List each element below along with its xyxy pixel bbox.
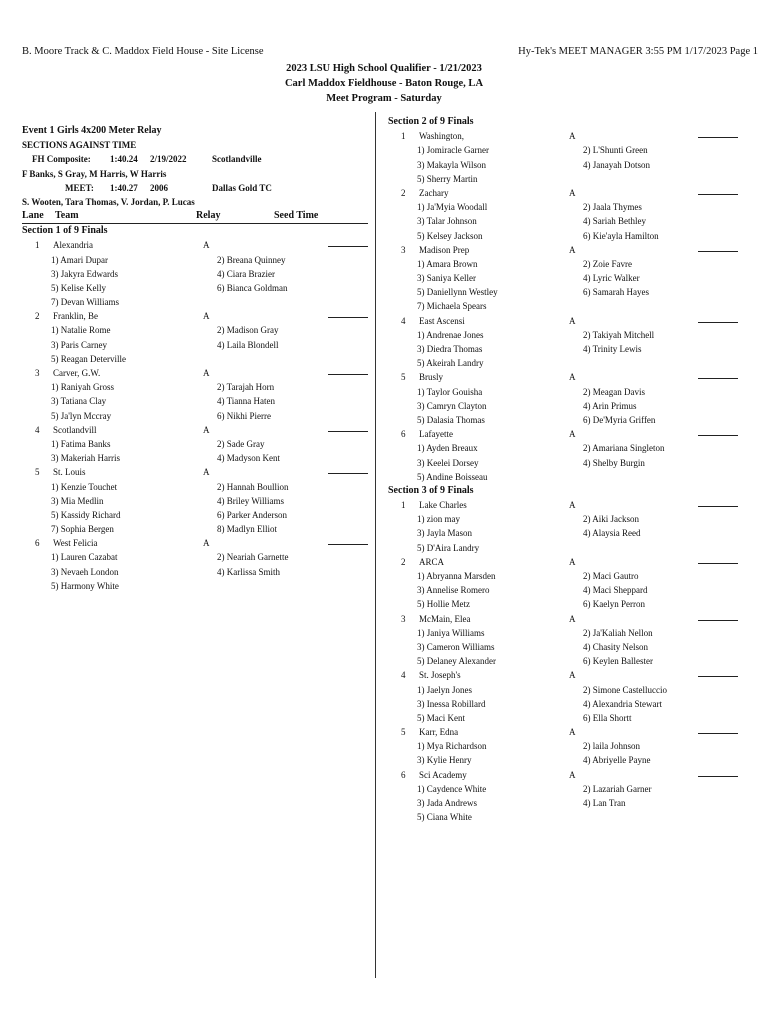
record-time: 1:40.27 [110, 182, 138, 193]
team-row [388, 186, 738, 200]
athlete-name: 1) Caydence White [417, 783, 487, 794]
athlete-name: 4) Maci Sheppard [583, 585, 648, 596]
relay-letter: A [203, 240, 210, 251]
right-column [388, 115, 738, 824]
athlete-row [388, 328, 738, 342]
lane-number: 3 [401, 613, 406, 624]
team-name: Brusly [419, 372, 444, 383]
lane-number: 5 [401, 727, 406, 738]
lane-number: 1 [35, 240, 40, 251]
athlete-name: 3) Diedra Thomas [417, 344, 483, 354]
col-team: Team [55, 210, 79, 222]
team-name: Carver, G.W. [53, 368, 101, 378]
athlete-name: 5) Akeirah Landry [417, 358, 484, 369]
team-row [388, 370, 738, 384]
left-column [22, 124, 368, 593]
col-relay: Relay [196, 210, 221, 222]
relay-letter: A [569, 187, 576, 198]
lane-number: 2 [401, 187, 406, 198]
relay-letter: A [569, 769, 576, 780]
section-title: Section 3 of 9 Finals [388, 484, 474, 496]
athlete-row [388, 285, 738, 299]
meet-venue: Carl Maddox Fieldhouse - Baton Rouge, LA [284, 78, 484, 89]
athlete-name: 4) Madyson Kent [217, 453, 280, 464]
athlete-row [388, 796, 738, 810]
seed-time-blank [698, 776, 738, 777]
athlete-row [22, 281, 368, 295]
record-label: FH Composite: [32, 154, 91, 165]
record-time: 1:40.24 [110, 154, 138, 165]
athlete-row [22, 522, 368, 536]
athlete-row [388, 739, 738, 753]
section-list [388, 115, 738, 824]
athlete-name: 3) Talar Johnson [417, 216, 477, 227]
athlete-name: 5) Kassidy Richard [51, 509, 121, 520]
athlete-name: 2) Neariah Garnette [217, 552, 289, 563]
seed-time-blank [328, 544, 368, 545]
athlete-row [22, 253, 368, 267]
team-name: McMain, Elea [419, 613, 471, 624]
team-name: Alexandria [53, 240, 93, 251]
athlete-name: 3) Kylie Henry [417, 755, 472, 766]
athlete-row [22, 480, 368, 494]
section [22, 224, 368, 593]
team-row [22, 536, 368, 550]
athlete-name: 2) Meagan Davis [583, 386, 645, 397]
athlete-name: 5) Ja'lyn Mccray [51, 410, 112, 421]
athlete-name: 3) Saniya Keller [417, 273, 476, 284]
lane-number: 2 [35, 311, 40, 322]
athlete-row [22, 550, 368, 564]
team-name: East Ascensi [419, 315, 465, 326]
lane-number: 6 [401, 429, 406, 440]
athlete-name: 5) Andine Boisseau [417, 471, 488, 482]
athlete-name: 7) Michaela Spears [417, 301, 487, 312]
athlete-name: 4) Sariah Bethley [583, 216, 646, 227]
relay-letter: A [569, 315, 576, 326]
relay-letter: A [203, 467, 210, 478]
athlete-name: 5) Sherry Martin [417, 173, 478, 184]
team-name: St. Joseph's [419, 670, 461, 681]
seed-time-blank [328, 246, 368, 247]
athlete-row [388, 782, 738, 796]
page-header [22, 46, 758, 60]
athlete-name: 2) Breana Quinney [217, 254, 286, 265]
relay-letter: A [569, 556, 576, 567]
record-team: Dallas Gold TC [212, 182, 272, 193]
meet-manager-stamp: Hy-Tek's MEET MANAGER 3:55 PM 1/17/2023 Page 1 [518, 46, 758, 57]
athlete-row [388, 541, 738, 555]
athlete-name: 8) Madlyn Elliot [217, 524, 277, 535]
lane-number: 4 [35, 424, 40, 435]
athlete-row [388, 299, 738, 313]
athlete-name: 4) Ciara Brazier [217, 268, 275, 279]
team-row [388, 498, 738, 512]
athlete-name: 4) Lyric Walker [583, 273, 640, 284]
athlete-name: 3) Paris Carney [51, 339, 107, 350]
athlete-name: 1) Lauren Cazabat [51, 552, 118, 563]
athlete-name: 2) L'Shunti Green [583, 145, 648, 156]
team-row [388, 612, 738, 626]
relay-letter: A [569, 372, 576, 383]
athlete-name: 2) Aiki Jackson [583, 514, 639, 525]
relay-letter: A [203, 311, 210, 322]
athlete-name: 6) Ella Shortt [583, 712, 632, 723]
athlete-name: 2) Simone Castelluccio [583, 684, 667, 695]
athlete-row [22, 437, 368, 451]
athlete-name: 1) Amara Brown [417, 258, 478, 269]
athlete-name: 4) Janayah Dotson [583, 159, 650, 170]
lane-number: 6 [401, 769, 406, 780]
athlete-name: 4) Alaysia Reed [583, 528, 641, 539]
athlete-row [22, 352, 368, 366]
athlete-name: 4) Alexandria Stewart [583, 698, 662, 709]
athlete-row [22, 409, 368, 423]
athlete-name: 2) Sade Gray [217, 438, 265, 449]
athlete-name: 1) Taylor Gouisha [417, 386, 483, 397]
athlete-row [388, 753, 738, 767]
athlete-row [388, 399, 738, 413]
athlete-name: 4) Trinity Lewis [583, 344, 642, 354]
athlete-name: 2) Maci Gautro [583, 571, 639, 581]
section-list [22, 224, 368, 593]
athlete-row [388, 626, 738, 640]
seed-time-blank [698, 194, 738, 195]
athlete-row [388, 172, 738, 186]
athlete-name: 5) Hollie Metz [417, 599, 470, 610]
athlete-name: 6) Parker Anderson [217, 509, 287, 520]
team-row [388, 768, 738, 782]
athlete-name: 4) Abriyelle Payne [583, 755, 651, 766]
athlete-name: 3) Nevaeh London [51, 566, 119, 577]
athlete-name: 1) Raniyah Gross [51, 382, 114, 393]
athlete-name: 5) Dalasia Thomas [417, 414, 485, 425]
seed-time-blank [328, 473, 368, 474]
team-row [22, 309, 368, 323]
athlete-row [388, 640, 738, 654]
meet-titles [0, 61, 768, 106]
athlete-name: 1) zion may [417, 514, 460, 525]
athlete-name: 2) Amariana Singleton [583, 443, 665, 454]
team-row [388, 668, 738, 682]
athlete-row [388, 512, 738, 526]
athlete-row [22, 295, 368, 309]
athlete-name: 5) Delaney Alexander [417, 656, 496, 667]
athlete-name: 4) Karlissa Smith [217, 566, 280, 577]
athlete-row [388, 214, 738, 228]
team-row [22, 366, 368, 380]
event-title: Event 1 Girls 4x200 Meter Relay [22, 125, 162, 136]
record-athletes: F Banks, S Gray, M Harris, W Harris [22, 168, 167, 179]
athlete-name: 4) Tianna Haten [217, 396, 275, 407]
team-row [388, 243, 738, 257]
team-row [388, 427, 738, 441]
athlete-row [388, 697, 738, 711]
record-label: MEET: [65, 182, 94, 193]
athlete-name: 7) Devan Williams [51, 297, 119, 308]
athlete-name: 1) Jaelyn Jones [417, 684, 472, 695]
record-athletes: S. Wooten, Tara Thomas, V. Jordan, P. Lucas [22, 196, 195, 207]
athlete-name: 3) Makeriah Harris [51, 453, 120, 464]
athlete-name: 4) Chasity Nelson [583, 641, 648, 652]
athlete-name: 3) Jakyra Edwards [51, 268, 118, 279]
athlete-name: 1) Mya Richardson [417, 741, 487, 752]
athlete-name: 1) Jomiracle Garner [417, 145, 489, 156]
athlete-name: 1) Fatima Banks [51, 438, 111, 449]
team-name: Lafayette [419, 429, 453, 440]
team-row [22, 423, 368, 437]
team-name: St. Louis [53, 467, 86, 478]
section-title: Section 2 of 9 Finals [388, 116, 474, 127]
seed-time-blank [328, 431, 368, 432]
athlete-row [22, 579, 368, 593]
athlete-row [388, 654, 738, 668]
athlete-row [22, 380, 368, 394]
athlete-name: 6) Kie'ayla Hamilton [583, 230, 659, 241]
athlete-name: 6) Kaelyn Perron [583, 599, 645, 610]
seed-time-blank [698, 251, 738, 252]
athlete-name: 4) Shelby Burgin [583, 457, 645, 468]
record-date: 2006 [150, 182, 168, 193]
relay-letter: A [203, 538, 210, 549]
athlete-row [388, 441, 738, 455]
athlete-name: 3) Tatiana Clay [51, 396, 107, 407]
athlete-row [388, 356, 738, 370]
relay-letter: A [203, 368, 210, 378]
team-name: ARCA [419, 556, 445, 567]
record-date: 2/19/2022 [150, 154, 187, 165]
col-lane: Lane [22, 210, 44, 222]
meet-program: Meet Program - Saturday [326, 93, 442, 104]
athlete-name: 3) Mia Medlin [51, 495, 104, 506]
athlete-name: 5) Daniellynn Westley [417, 287, 498, 298]
seed-time-blank [698, 378, 738, 379]
team-row [22, 465, 368, 479]
athlete-row [22, 508, 368, 522]
relay-letter: A [203, 424, 210, 435]
athlete-row [388, 271, 738, 285]
lane-number: 5 [401, 372, 406, 383]
team-name: Lake Charles [419, 500, 467, 511]
section-title: Section 1 of 9 Finals [22, 225, 108, 237]
relay-letter: A [569, 429, 576, 440]
lane-number: 3 [401, 244, 406, 255]
seed-time-blank [698, 506, 738, 507]
athlete-name: 6) Nikhi Pierre [217, 410, 271, 421]
column-divider [375, 112, 376, 978]
athlete-name: 3) Jayla Mason [417, 528, 472, 539]
athlete-row [388, 597, 738, 611]
team-name: Scotlandvill [53, 424, 97, 435]
seed-time-blank [698, 620, 738, 621]
athlete-name: 1) Ayden Breaux [417, 443, 478, 454]
team-name: Karr, Edna [419, 727, 459, 738]
athlete-name: 4) Arin Primus [583, 400, 637, 411]
team-row [388, 725, 738, 739]
athlete-name: 7) Sophia Bergen [51, 524, 114, 535]
athlete-name: 3) Jada Andrews [417, 798, 477, 808]
athlete-name: 2) Zoie Favre [583, 258, 632, 269]
team-name: Zachary [419, 187, 449, 198]
seed-time-blank [698, 322, 738, 323]
athlete-row [388, 143, 738, 157]
relay-letter: A [569, 500, 576, 511]
athlete-name: 4) Briley Williams [217, 495, 284, 506]
athlete-name: 2) Jaala Thymes [583, 202, 642, 213]
athlete-row [22, 267, 368, 281]
lane-number: 4 [401, 670, 406, 681]
athlete-row [388, 470, 738, 484]
athlete-row [388, 810, 738, 824]
section [388, 484, 738, 825]
site-license: B. Moore Track & C. Maddox Field House - Site License [22, 46, 264, 57]
athlete-name: 3) Inessa Robillard [417, 698, 486, 709]
athlete-name: 1) Ja'Myia Woodall [417, 202, 488, 213]
athlete-name: 5) Kelsey Jackson [417, 230, 483, 241]
athlete-name: 3) Keelei Dorsey [417, 457, 479, 468]
athlete-name: 2) Lazariah Garner [583, 783, 652, 794]
relay-letter: A [569, 727, 576, 738]
athlete-name: 4) Lan Tran [583, 798, 626, 808]
athlete-name: 2) Tarajah Horn [217, 382, 275, 393]
athlete-name: 5) Kelise Kelly [51, 282, 106, 293]
athlete-row [388, 683, 738, 697]
record-meet [22, 181, 368, 195]
relay-letter: A [569, 613, 576, 624]
athlete-row [388, 158, 738, 172]
athlete-name: 3) Makayla Wilson [417, 159, 486, 170]
team-row [388, 129, 738, 143]
col-seed: Seed Time [274, 210, 319, 222]
seed-time-blank [698, 563, 738, 564]
lane-number: 6 [35, 538, 40, 549]
team-name: West Felicia [53, 538, 98, 549]
athlete-name: 6) Bianca Goldman [217, 282, 288, 293]
athlete-name: 3) Annelise Romero [417, 585, 490, 596]
athlete-row [388, 569, 738, 583]
athlete-name: 4) Laila Blondell [217, 339, 279, 350]
athlete-name: 1) Janiya Williams [417, 627, 485, 638]
team-name: Madison Prep [419, 244, 470, 255]
athlete-row [388, 711, 738, 725]
athlete-row [22, 451, 368, 465]
relay-letter: A [569, 244, 576, 255]
athlete-row [388, 257, 738, 271]
event-format: SECTIONS AGAINST TIME [22, 140, 137, 151]
athlete-name: 1) Abryanna Marsden [417, 571, 496, 581]
athlete-row [388, 413, 738, 427]
athlete-row [22, 394, 368, 408]
seed-time-blank [328, 317, 368, 318]
athlete-row [388, 456, 738, 470]
athlete-row [22, 494, 368, 508]
athlete-name: 1) Amari Dupar [51, 254, 108, 265]
athlete-name: 6) De'Myria Griffen [583, 414, 656, 425]
relay-letter: A [569, 670, 576, 681]
team-name: Sci Academy [419, 769, 467, 780]
team-row [22, 238, 368, 252]
athlete-row [388, 583, 738, 597]
record-team: Scotlandville [212, 154, 262, 165]
lane-number: 1 [401, 131, 406, 142]
athlete-row [388, 526, 738, 540]
seed-time-blank [698, 676, 738, 677]
lane-number: 5 [35, 467, 40, 478]
athlete-name: 5) Harmony White [51, 580, 119, 591]
column-headers [22, 209, 368, 224]
seed-time-blank [698, 435, 738, 436]
athlete-name: 5) Ciana White [417, 812, 472, 823]
lane-number: 4 [401, 315, 406, 326]
meet-title: 2023 LSU High School Qualifier - 1/21/2023 [286, 63, 482, 74]
lane-number: 3 [35, 368, 40, 378]
athlete-name: 2) Madison Gray [217, 325, 279, 336]
athlete-row [388, 200, 738, 214]
seed-time-blank [698, 733, 738, 734]
athlete-name: 2) Hannah Boullion [217, 481, 289, 492]
athlete-name: 5) Reagan Deterville [51, 353, 126, 364]
record-fh [22, 152, 368, 166]
team-name: Franklin, Be [53, 311, 98, 322]
relay-letter: A [569, 131, 576, 142]
seed-time-blank [698, 137, 738, 138]
team-row [388, 555, 738, 569]
lane-number: 2 [401, 556, 406, 567]
seed-time-blank [328, 374, 368, 375]
athlete-name: 6) Samarah Hayes [583, 287, 649, 298]
team-name: Washington, [419, 131, 465, 142]
athlete-row [388, 342, 738, 356]
athlete-name: 1) Kenzie Touchet [51, 481, 118, 492]
athlete-name: 2) Ja'Kaliah Nellon [583, 627, 653, 638]
athlete-row [388, 229, 738, 243]
athlete-name: 3) Cameron Williams [417, 641, 495, 652]
athlete-name: 5) Maci Kent [417, 712, 465, 723]
athlete-row [22, 565, 368, 579]
team-row [388, 314, 738, 328]
athlete-name: 6) Keylen Ballester [583, 656, 653, 667]
lane-number: 1 [401, 500, 406, 511]
athlete-name: 2) laila Johnson [583, 741, 640, 752]
athlete-name: 1) Natalie Rome [51, 325, 111, 336]
athlete-row [22, 338, 368, 352]
athlete-name: 5) D'Aira Landry [417, 542, 480, 553]
athlete-name: 3) Camryn Clayton [417, 400, 487, 411]
athlete-name: 1) Andrenae Jones [417, 329, 484, 340]
athlete-name: 2) Takiyah Mitchell [583, 329, 655, 340]
athlete-row [22, 323, 368, 337]
athlete-row [388, 385, 738, 399]
section [388, 115, 738, 484]
